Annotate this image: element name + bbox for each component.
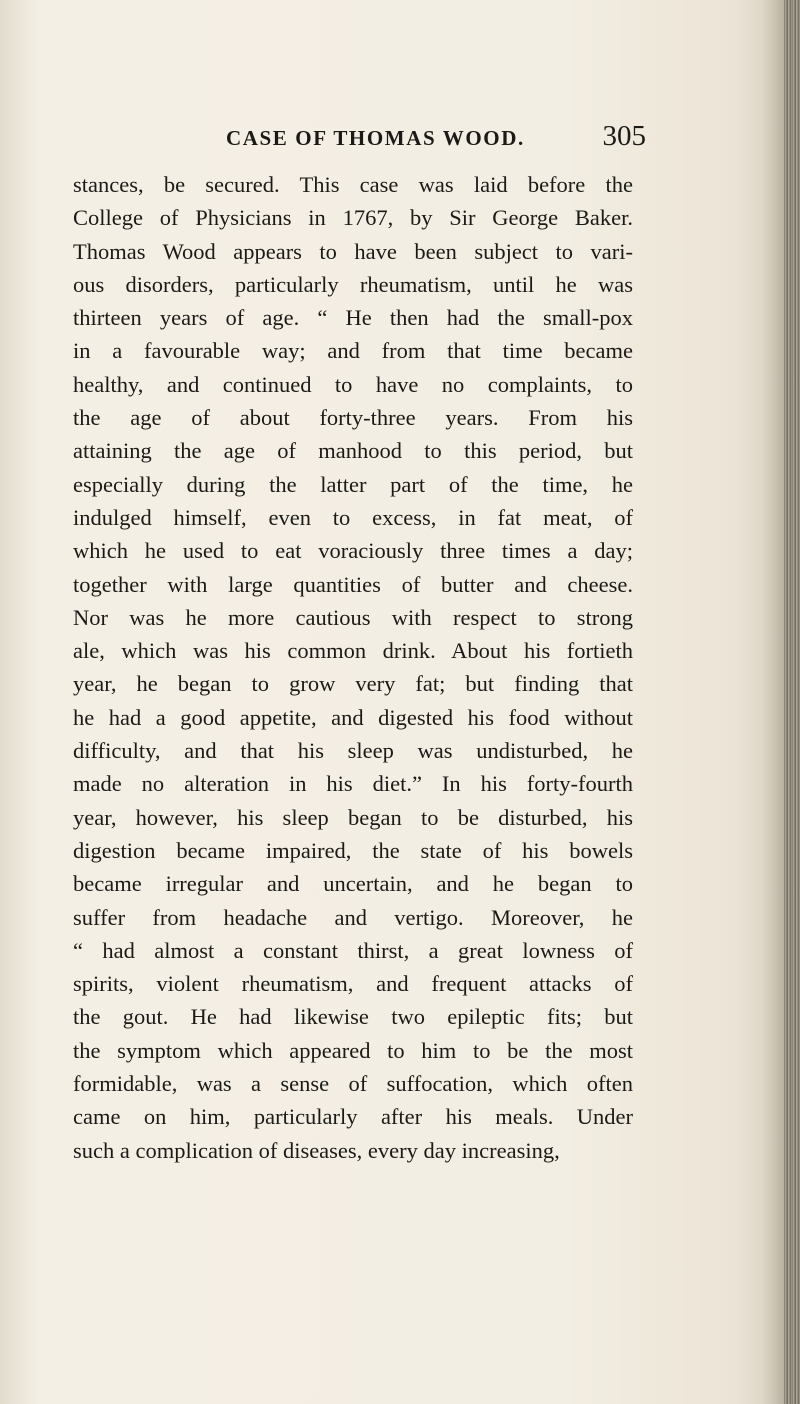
page-number: 305 — [602, 120, 646, 152]
page-edge-shadow — [762, 0, 784, 1404]
text-line: suffer from headache and vertigo. Moreover, he — [73, 904, 633, 930]
text-line: such a complication of diseases, every day increasing, — [73, 1137, 560, 1163]
text-line: made no alteration in his diet.” In his forty-fourth — [73, 771, 633, 797]
text-line: stances, be secured. This case was laid before the — [73, 172, 633, 197]
text-line: attaining the age of manhood to this period, but — [73, 438, 633, 464]
text-line: indulged himself, even to excess, in fat meat, of — [73, 504, 633, 530]
text-line: together with large quantities of butter and cheese. — [73, 571, 633, 597]
text-line: which he used to eat voraciously three times a day; — [73, 538, 633, 564]
text-line: “ had almost a constant thirst, a great lowness of — [73, 937, 633, 963]
body-text — [73, 168, 633, 1167]
text-line: in a favourable way; and from that time became — [73, 338, 633, 364]
text-line: spirits, violent rheumatism, and frequent attacks of — [73, 971, 633, 997]
text-line: year, however, his sleep began to be disturbed, his — [73, 804, 633, 830]
text-line: digestion became impaired, the state of his bowels — [73, 837, 633, 863]
gutter-shadow — [0, 0, 40, 1404]
text-line: formidable, was a sense of suffocation, which often — [73, 1071, 633, 1097]
text-line: year, he began to grow very fat; but finding that — [73, 671, 633, 697]
text-line: ale, which was his common drink. About his fortieth — [73, 638, 633, 664]
text-line: especially during the latter part of the time, he — [73, 471, 633, 497]
running-head: CASE OF THOMAS WOOD. — [226, 126, 525, 150]
text-line: College of Physicians in 1767, by Sir George Baker. — [73, 205, 633, 231]
text-line: healthy, and continued to have no complaints, to — [73, 371, 633, 397]
text-line: came on him, particularly after his meals. Under — [73, 1104, 633, 1130]
text-line: thirteen years of age. “ He then had the small-pox — [73, 305, 633, 331]
page-header — [160, 120, 660, 160]
page-edge-stack — [784, 0, 800, 1404]
text-line: became irregular and uncertain, and he began to — [73, 871, 633, 897]
text-line: ous disorders, particularly rheumatism, until he was — [73, 271, 633, 297]
text-line: he had a good appetite, and digested his food without — [73, 704, 633, 730]
text-line: the gout. He had likewise two epileptic fits; but — [73, 1004, 633, 1030]
text-line: the symptom which appeared to him to be the most — [73, 1037, 633, 1063]
text-line: the age of about forty-three years. From his — [73, 405, 633, 431]
text-line: difficulty, and that his sleep was undisturbed, he — [73, 738, 633, 764]
text-line: Nor was he more cautious with respect to strong — [73, 604, 633, 630]
text-line: Thomas Wood appears to have been subject to vari- — [73, 238, 633, 264]
